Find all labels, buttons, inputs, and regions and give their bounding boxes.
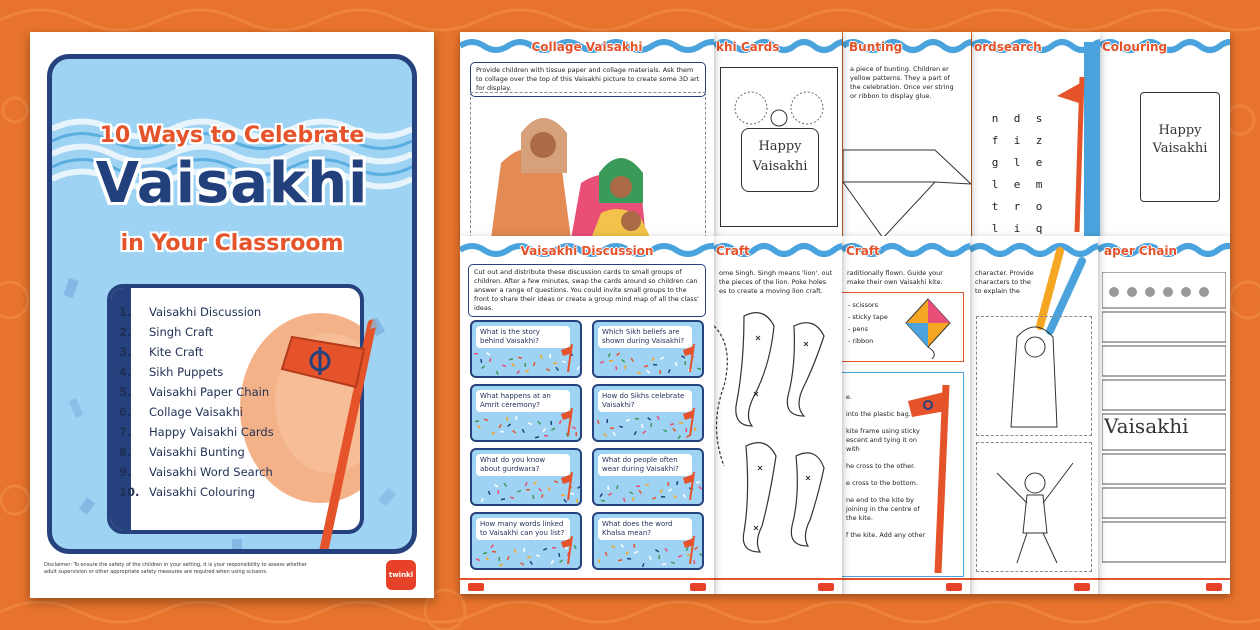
page-footer [714,578,842,594]
materials-list: - scissors - sticky tape - pens - ribbon [848,301,888,345]
page-footer [1098,578,1230,594]
cover-list [119,302,274,502]
page-colouring [1100,32,1230,238]
page-header [460,32,714,62]
page-header [714,236,842,266]
cover-subtitle-top: 10 Ways to Celebrate [99,123,365,148]
list-item: 5. Vaisakhi Paper Chain [119,385,270,399]
card-text: Happy [1158,123,1202,138]
card-question: Which Sikh beliefs are shown during Vaisakhi? [598,326,692,348]
card-question: What is the story behind Vaisakhi? [476,326,570,348]
page-wordsearch [972,32,1100,238]
page-title: Bunting [849,40,903,54]
bunting-shape [843,142,971,238]
flag-icon [682,534,698,564]
list-item: 4. Sikh Puppets [119,365,224,379]
page-title: Collage Vaisakhi [531,40,643,54]
discussion-card [470,384,582,442]
discussion-card [592,512,704,570]
page-title: Colouring [1102,40,1168,54]
discussion-card [470,448,582,506]
cover-panel [47,54,417,554]
twinkl-mini-logo [1074,583,1090,591]
materials-box [842,292,964,362]
twinkl-mini-logo [818,583,834,591]
cover-subtitle-bottom: in Your Classroom [120,231,344,256]
flag-icon [560,470,576,500]
card-label-frame [741,128,819,192]
flag-icon [560,534,576,564]
puppet-frame [976,316,1092,436]
chain-word: Vaisakhi [1104,414,1189,438]
card-question: How do Sikhs celebrate Vaisakhi? [598,390,692,412]
cover-page [30,32,434,598]
page-title: ordsearch [974,40,1042,54]
card-question: How many words linked to Vaisakhi can you list? [476,518,570,540]
list-item: 3. Kite Craft [119,345,204,359]
page-footer [842,578,970,594]
page-puppets [970,236,1098,594]
list-item: 7. Happy Vaisakhi Cards [119,425,274,439]
twinkl-mini-logo [690,583,706,591]
page-header [1098,236,1230,266]
instructions: ome Singh. Singh means 'lion'. out the pieces of the lion. Poke holes es to create a moving lion craft. [714,266,838,299]
discussion-card [470,320,582,378]
page-title: khi Cards [716,40,780,54]
flag-icon [682,342,698,372]
page-paper-chain [1098,236,1230,594]
page-title: Craft [716,244,750,258]
instructions: character. Provide characters to the to explain the [970,266,1040,299]
page-discussion [460,236,714,594]
list-item: 1. Vaisakhi Discussion [119,305,262,319]
card-outline [720,67,838,227]
page-title: Vaisakhi Discussion [520,244,654,258]
card-question: What does the word Khalsa mean? [598,518,692,540]
page-header [843,32,971,62]
list-item: 2. Singh Craft [119,325,214,339]
flag-icon [560,342,576,372]
kite-icon [898,297,958,359]
puppet-boy-illustration [977,443,1093,573]
nishan-sahib-flag-icon [252,309,392,554]
page-collage [460,32,714,238]
discussion-card [592,320,704,378]
twinkl-logo: twinkl [386,560,416,590]
page-singh-craft [714,236,842,594]
puppet-frame [976,442,1092,572]
list-item: 6. Collage Vaisakhi [119,405,243,419]
cover-title: Vaisakhi [95,151,369,216]
flag-icon [682,406,698,436]
page-footer [460,578,714,594]
card-question: What happens at an Amrit ceremony? [476,390,570,412]
collage-picture-frame [470,92,706,238]
flag-icon [682,470,698,500]
page-bunting [843,32,971,238]
instructions: Provide children with tissue paper and collage materials. Ask them to collage over the top of this Vaisakhi picture to create some 3D art for display. [470,62,706,97]
card-text: Happy [758,139,802,154]
card-question: What do you know about gurdwara? [476,454,570,476]
page-header [842,236,970,266]
puppet-woman-illustration [977,317,1093,437]
card-text: Vaisakhi [1152,141,1208,156]
flag-icon [1052,72,1092,232]
card-text: Vaisakhi [752,159,808,174]
page-header [1100,32,1230,62]
page-cards [714,32,842,238]
twinkl-mini-logo [468,583,484,591]
flag-icon [560,406,576,436]
card-question: What do people often wear during Vaisakhi? [598,454,692,476]
twinkl-mini-logo [946,583,962,591]
flag-icon [902,377,962,573]
page-kite-craft [842,236,970,594]
discussion-card [592,448,704,506]
steps-list: e. into the plastic bag. kite frame using sticky escent and tying it on with he cross to the other. e cross to the bottom. ne end to the kite by joining in the centre of the kite. f the kite. Add any other [846,393,926,539]
page-header [714,32,842,62]
family-illustration [471,93,707,238]
list-item: 9. Vaisakhi Word Search [119,465,273,479]
page-title: Craft [846,244,880,258]
cover-disclaimer: Disclaimer: To ensure the safety of the children in your setting, it is your responsibility to assess whether adult supervision or other appropriate safety measures are required when using scissors. [44,562,307,575]
lion-pieces-illustration [714,306,842,576]
colouring-card [1140,92,1220,202]
page-header [460,236,714,266]
page-footer [970,578,1098,594]
steps-box [842,372,964,577]
page-title: aper Chain [1104,244,1178,258]
wordsearch-grid: n d s f i z g l e l e m t r o l i q [991,112,1043,235]
list-item: 8. Vaisakhi Bunting [119,445,245,459]
discussion-card [592,384,704,442]
instructions: Cut out and distribute these discussion cards to small groups of children. After a few minutes, swap the cards around so children can answer a range of questions. You could invite small groups to the front to share their ideas or create a group mind map of all the class' ideas. [468,264,706,317]
twinkl-mini-logo [1206,583,1222,591]
discussion-card [470,512,582,570]
instructions: a piece of bunting. Children er yellow patterns. They a part of the celebration. Once ver string or ribbon to display glue. [845,62,965,104]
list-item: 10. Vaisakhi Colouring [119,485,256,499]
instructions: raditionally flown. Guide your make their own Vaisakhi kite. [842,266,966,290]
page-header [972,32,1100,62]
